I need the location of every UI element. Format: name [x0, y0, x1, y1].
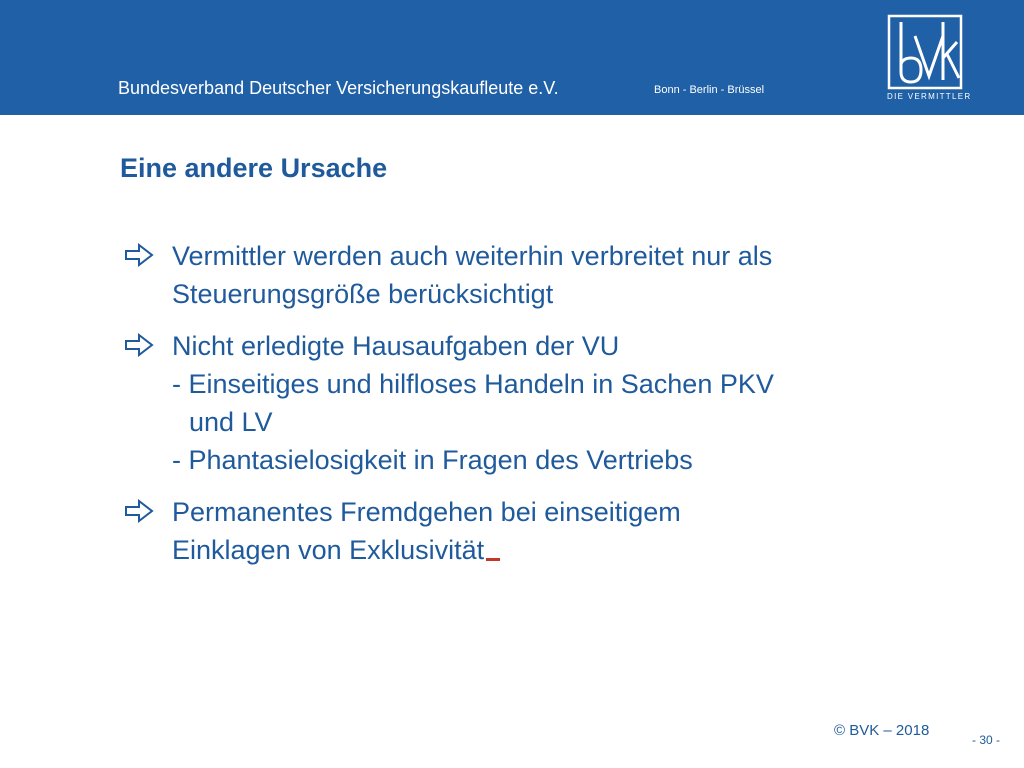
bullet-line: und LV: [189, 407, 273, 437]
bullet-line-text: Einklagen von Exklusivität: [172, 535, 485, 565]
bullet-line: - Phantasielosigkeit in Fragen des Vertriebs: [172, 445, 693, 475]
arrow-right-outline-icon: [124, 333, 154, 357]
bullet-line: Nicht erledigte Hausaufgaben der VU: [172, 331, 620, 361]
bullet-line: [172, 531, 980, 569]
bullet-line: Permanentes Fremdgehen bei einseitigem: [172, 497, 681, 527]
header-bar: [0, 0, 1024, 115]
locations-text: Bonn - Berlin - Brüssel: [654, 84, 765, 96]
organization-name: Bundesverband Deutscher Versicherungskaufleute e.V.: [118, 78, 559, 98]
text-cursor-mark: [486, 558, 500, 561]
arrow-right-outline-icon: [124, 499, 154, 523]
bullet-line: Vermittler werden auch weiterhin verbreitet nur als: [172, 241, 773, 271]
bullet-item: [120, 493, 980, 569]
bullet-item: [120, 237, 980, 313]
logo-tagline: DIE VERMITTLER: [887, 92, 972, 101]
page-number: - 30 -: [972, 733, 1001, 747]
bullet-line: Steuerungsgröße berücksichtigt: [172, 279, 554, 309]
bullet-line: - Einseitiges und hilfloses Handeln in Sachen PKV: [172, 369, 774, 399]
copyright-text: © BVK – 2018: [834, 722, 930, 739]
bullet-list: [120, 237, 980, 583]
arrow-right-outline-icon: [124, 243, 154, 267]
bullet-item: [120, 327, 980, 479]
slide-title: Eine andere Ursache: [120, 153, 388, 183]
